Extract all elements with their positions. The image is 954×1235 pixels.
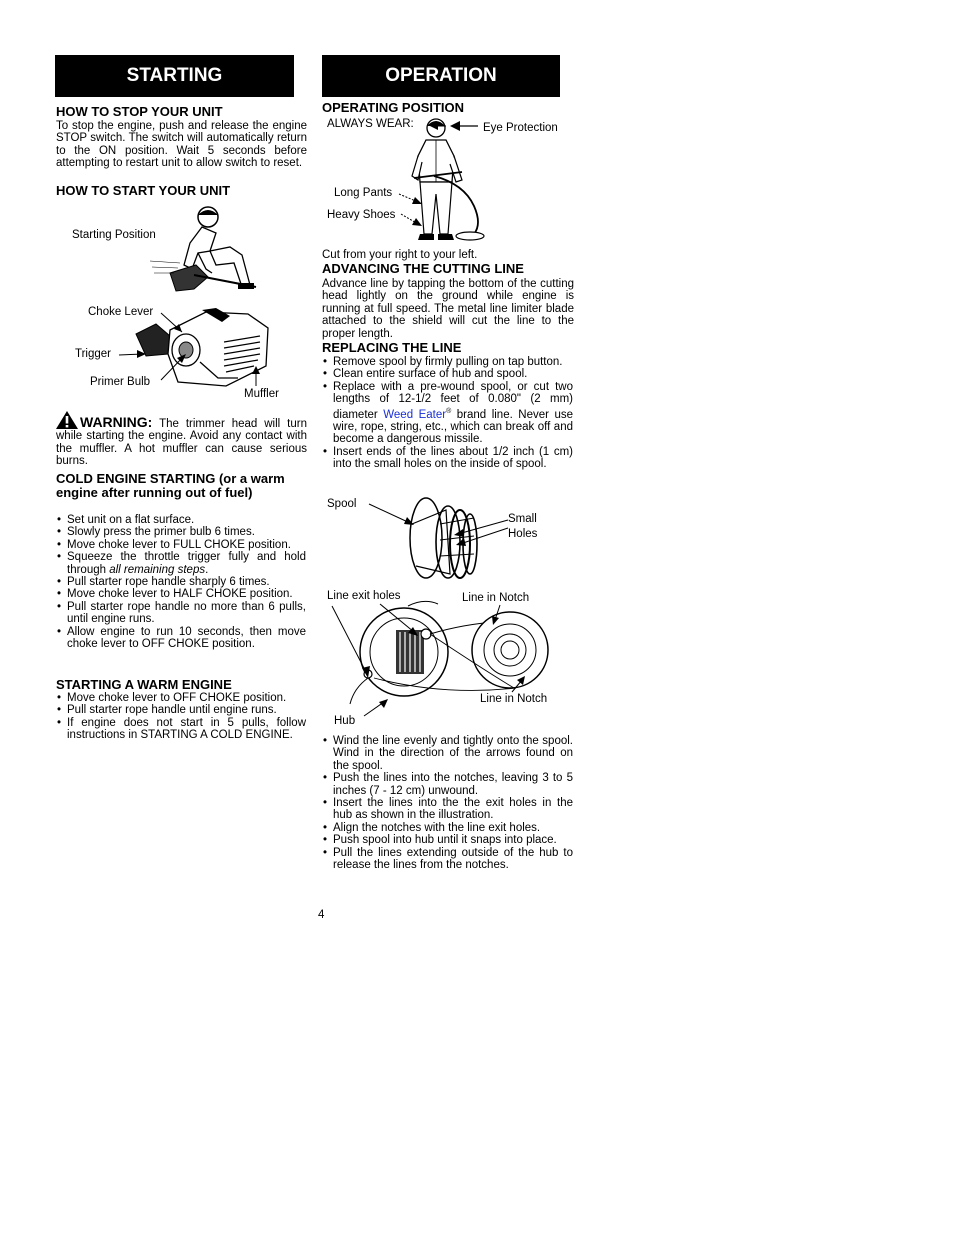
cut-direction-note: Cut from your right to your left. — [322, 249, 478, 261]
starting-header-text: STARTING — [126, 65, 223, 86]
stop-unit-text: To stop the engine, push and release the engine STOP switch. The switch will automatically return to the ON position. Wait 5 seconds before attempting to restart unit to allow switch to reset. — [56, 120, 307, 170]
primer-bulb-arrow — [160, 352, 190, 382]
long-pants-arrow — [398, 192, 424, 206]
list-item: • Slowly press the primer bulb 6 times. — [56, 526, 306, 538]
list-item: • Pull starter rope handle until engine runs. — [56, 704, 306, 716]
starting-header — [55, 55, 294, 97]
list-item: • Insert ends of the lines about 1/2 inch (1 cm) into the small holes on the inside of spool. — [322, 446, 573, 471]
spool-label: Spool — [327, 498, 357, 510]
long-pants-label: Long Pants — [334, 187, 393, 199]
operation-header — [322, 55, 560, 97]
list-item: • Pull starter rope handle no more than 6 pulls, until engine runs. — [56, 601, 306, 626]
trigger-arrow — [118, 350, 148, 360]
list-item: • Move choke lever to HALF CHOKE position. — [56, 588, 306, 600]
replacing-line-title: REPLACING THE LINE — [322, 340, 462, 355]
list-item: • Remove spool by firmly pulling on tap button. — [322, 356, 573, 368]
line-exit-holes-arrows — [330, 602, 426, 682]
warning-text: The trimmer head will turn while starting the engine. Avoid any contact with the muffler. A hot muffler can cause serious burns. — [56, 418, 307, 468]
line-in-notch-bottom-arrow — [508, 674, 528, 694]
cold-start-title: COLD ENGINE STARTING (or a warm engine after running out of fuel) — [56, 471, 285, 500]
always-wear-arrow — [428, 121, 448, 131]
hub-arrow — [362, 698, 390, 718]
list-item: • Squeeze the throttle trigger fully and hold through all remaining steps. — [56, 551, 306, 576]
choke-lever-arrow — [160, 312, 190, 336]
hub-label: Hub — [334, 715, 356, 727]
list-item: • If engine does not start in 5 pulls, follow instructions in STARTING A COLD ENGINE. — [56, 717, 306, 742]
eye-protection-label: Eye Protection — [483, 122, 558, 134]
list-item: • Insert the lines into the the exit holes in the hub as shown in the illustration. — [322, 797, 573, 822]
small-holes-arrows — [452, 518, 510, 546]
muffler-label: Muffler — [244, 388, 279, 400]
list-item: • Wind the line evenly and tightly onto the spool. Wind in the direction of the arrows found on the spool. — [322, 735, 573, 772]
line-in-notch-top-arrow — [490, 604, 504, 626]
warning-label: WARNING: — [80, 414, 153, 430]
list-item: • Set unit on a flat surface. — [56, 514, 306, 526]
warning-block — [56, 416, 307, 468]
warm-start-title: STARTING A WARM ENGINE — [56, 677, 232, 692]
page-number: 4 — [318, 909, 325, 921]
primer-bulb-label: Primer Bulb — [90, 376, 151, 388]
winding-steps — [322, 735, 573, 871]
replace-spool-text-cont: brand line. Never use wire, rope, string, etc., which can break off and become a dangerous missile. — [333, 408, 574, 446]
replacing-line-steps — [322, 356, 573, 470]
operation-header-text: OPERATION — [385, 65, 497, 86]
list-item: • Pull the lines extending outside of the hub to release the lines from the notches. — [322, 847, 573, 872]
line-exit-holes-label: Line exit holes — [327, 590, 401, 602]
list-item: • Move choke lever to FULL CHOKE position. — [56, 539, 306, 551]
choke-lever-label: Choke Lever — [88, 306, 154, 318]
registered-mark: ® — [446, 407, 452, 415]
line-in-notch-top-label: Line in Notch — [462, 592, 530, 604]
stop-unit-title: HOW TO STOP YOUR UNIT — [56, 104, 223, 119]
always-wear-label: ALWAYS WEAR: — [327, 118, 414, 130]
list-item: • Move choke lever to OFF CHOKE position. — [56, 692, 306, 704]
line-in-notch-bottom-label: Line in Notch — [480, 693, 548, 705]
operating-position-title: OPERATING POSITION — [322, 100, 465, 115]
trigger-label: Trigger — [75, 348, 111, 360]
list-item: • Align the notches with the line exit holes. — [322, 822, 573, 834]
start-unit-title: HOW TO START YOUR UNIT — [56, 183, 231, 198]
replace-spool-text: Replace with a pre-wound spool, or cut two lengths of 12-1/2 feet of 0.080" (2 mm) diameter — [333, 380, 573, 421]
cold-start-steps — [56, 514, 306, 650]
muffler-arrow — [250, 366, 262, 388]
heavy-shoes-arrow — [400, 212, 424, 228]
list-item: • Allow engine to run 10 seconds, then move choke lever to OFF CHOKE position. — [56, 626, 306, 651]
small-label: Small — [508, 513, 537, 525]
spool-arrow — [368, 503, 418, 527]
list-item: • Pull starter rope handle sharply 6 times. — [56, 576, 306, 588]
heavy-shoes-label: Heavy Shoes — [327, 209, 396, 221]
advancing-line-title: ADVANCING THE CUTTING LINE — [322, 261, 524, 276]
eye-protection-arrow — [448, 121, 480, 131]
list-item: • Push the lines into the notches, leaving 3 to 5 inches (7 - 12 cm) unwound. — [322, 772, 573, 797]
list-item — [322, 381, 573, 446]
starting-position-illustration — [150, 203, 260, 303]
list-item: • Push spool into hub until it snaps into place. — [322, 834, 573, 846]
warm-start-steps — [56, 692, 306, 742]
holes-label: Holes — [508, 528, 538, 540]
weed-eater-brand: Weed Eater — [383, 408, 447, 421]
advancing-line-text: Advance line by tapping the bottom of the cutting head lightly on the ground while engine is running at full speed. The metal line limiter blade attached to the shield will cut the line to the proper length. — [322, 278, 574, 340]
starting-position-label: Starting Position — [72, 229, 156, 241]
list-item: • Clean entire surface of hub and spool. — [322, 368, 573, 380]
